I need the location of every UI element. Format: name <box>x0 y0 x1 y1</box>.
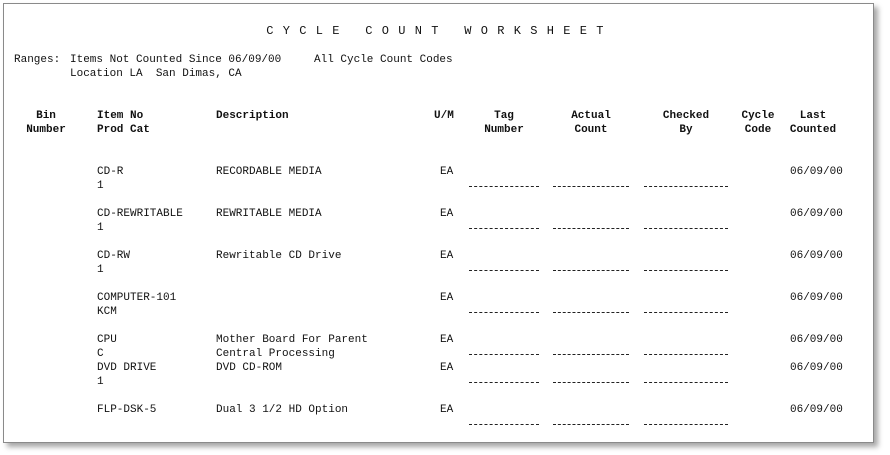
location: Location LA San Dimas, CA <box>70 68 242 80</box>
ranges-codes: All Cycle Count Codes <box>314 54 453 66</box>
header-bin-1: Bin <box>36 110 56 122</box>
header-actual-1: Actual <box>571 110 611 122</box>
unit-of-measure: EA <box>440 166 454 178</box>
item-no: CD-REWRITABLE <box>97 208 183 220</box>
checked-by-blank <box>644 424 728 425</box>
checked-by-blank <box>644 354 728 355</box>
actual-count-blank <box>553 312 629 313</box>
description-line-1: RECORDABLE MEDIA <box>216 166 322 178</box>
prod-cat: KCM <box>97 306 117 318</box>
tag-number-blank <box>469 228 539 229</box>
description-line-1: Mother Board For Parent <box>216 334 368 346</box>
header-checked-1: Checked <box>662 110 710 122</box>
tag-number-blank <box>469 270 539 271</box>
checked-by-blank <box>644 270 728 271</box>
actual-count-blank <box>553 424 629 425</box>
unit-of-measure: EA <box>440 334 454 346</box>
tag-number-blank <box>469 312 539 313</box>
checked-by-blank <box>644 382 728 383</box>
checked-by-blank <box>644 312 728 313</box>
last-counted-date: 06/09/00 <box>790 292 843 304</box>
last-counted-date: 06/09/00 <box>790 404 843 416</box>
actual-count-blank <box>553 354 629 355</box>
prod-cat: 1 <box>97 376 104 388</box>
prod-cat: 1 <box>97 264 104 276</box>
actual-count-blank <box>553 186 629 187</box>
description-line-1: DVD CD-ROM <box>216 362 283 374</box>
unit-of-measure: EA <box>440 292 454 304</box>
prod-cat: 1 <box>97 180 104 192</box>
actual-count-blank <box>553 228 629 229</box>
header-last-2: Counted <box>789 124 837 136</box>
header-cycle-2: Code <box>744 124 772 136</box>
actual-count-blank <box>553 270 629 271</box>
checked-by-blank <box>644 228 728 229</box>
tag-number-blank <box>469 186 539 187</box>
header-tag-2: Number <box>484 124 524 136</box>
header-last-1: Last <box>799 110 827 122</box>
last-counted-date: 06/09/00 <box>790 250 843 262</box>
last-counted-date: 06/09/00 <box>790 334 843 346</box>
header-um: U/M <box>434 110 454 122</box>
report-page <box>3 3 874 443</box>
item-no: COMPUTER-101 <box>97 292 177 304</box>
description-line-1: Dual 3 1/2 HD Option <box>216 404 349 416</box>
prod-cat: 1 <box>97 222 104 234</box>
item-no: FLP-DSK-5 <box>97 404 157 416</box>
item-no: CPU <box>97 334 117 346</box>
tag-number-blank <box>469 382 539 383</box>
header-item-2: Prod Cat <box>97 124 150 136</box>
item-no: CD-R <box>97 166 124 178</box>
header-description: Description <box>216 110 289 122</box>
last-counted-date: 06/09/00 <box>790 208 843 220</box>
tag-number-blank <box>469 424 539 425</box>
header-checked-2: By <box>679 124 693 136</box>
description-line-1: Rewritable CD Drive <box>216 250 342 262</box>
ranges-items: Items Not Counted Since 06/09/00 <box>70 54 282 66</box>
tag-number-blank <box>469 354 539 355</box>
unit-of-measure: EA <box>440 404 454 416</box>
header-bin-2: Number <box>26 124 66 136</box>
description-line-1: REWRITABLE MEDIA <box>216 208 322 220</box>
header-actual-2: Count <box>574 124 608 136</box>
ranges-label: Ranges: <box>14 54 61 66</box>
unit-of-measure: EA <box>440 250 454 262</box>
unit-of-measure: EA <box>440 362 454 374</box>
last-counted-date: 06/09/00 <box>790 362 843 374</box>
last-counted-date: 06/09/00 <box>790 166 843 178</box>
item-no: DVD DRIVE <box>97 362 157 374</box>
header-cycle-1: Cycle <box>741 110 775 122</box>
checked-by-blank <box>644 186 728 187</box>
description-line-2: Central Processing <box>216 348 335 360</box>
actual-count-blank <box>553 382 629 383</box>
prod-cat: C <box>97 348 104 360</box>
unit-of-measure: EA <box>440 208 454 220</box>
header-item-1: Item No <box>97 110 144 122</box>
header-tag-1: Tag <box>494 110 514 122</box>
item-no: CD-RW <box>97 250 131 262</box>
report-title: CYCLE COUNT WORKSHEET <box>266 24 613 38</box>
